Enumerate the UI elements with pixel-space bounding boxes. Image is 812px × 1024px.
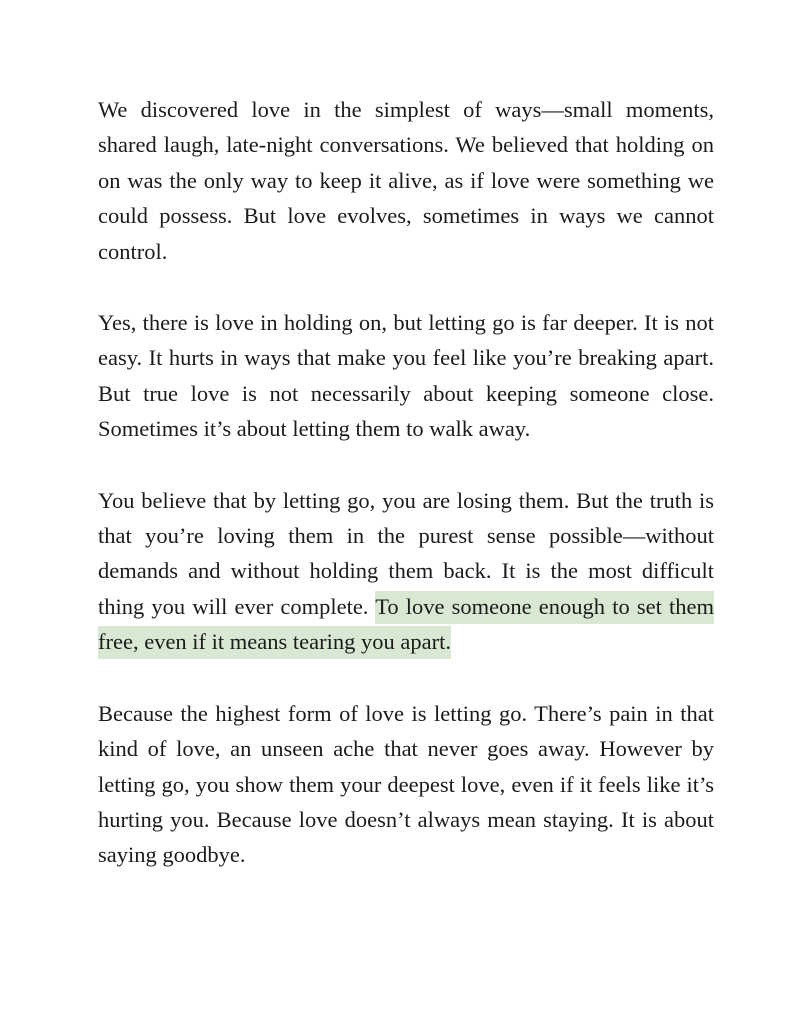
paragraph-3-text: You believe that by letting go, you are losing them. But the truth is that you’re loving them in the purest sense possible—without demands and without holding them back. It is the most difficult thing you will ever complete. (98, 487, 714, 619)
paragraph-3 (98, 483, 714, 660)
highlighted-quote[interactable]: To love someone enough to set them free, even if it means tearing you apart. (98, 591, 714, 659)
paragraph-1-text: We discovered love in the simplest of ways—small moments, shared laugh, late-night conversations. We believed that holding on on was the only way to keep it alive, as if love were something we could possess. But love evolves, sometimes in ways we cannot control. (98, 97, 714, 264)
document-page (98, 92, 714, 909)
paragraph-2 (98, 305, 714, 447)
paragraph-4-text: Because the highest form of love is letting go. There’s pain in that kind of love, an unseen ache that never goes away. However by letting go, you show them your deepest love, even if it feels like it’s hurting you. Because love doesn’t always mean staying. It is about saying goodbye. (98, 700, 714, 868)
paragraph-4 (98, 696, 714, 873)
paragraph-2-text: Yes, there is love in holding on, but letting go is far deeper. It is not easy. It hurts in ways that make you feel like you’re breaking apart. But true love is not necessarily about keeping someone close. Sometimes it’s about letting them to walk away. (98, 310, 714, 442)
paragraph-1 (98, 92, 714, 269)
